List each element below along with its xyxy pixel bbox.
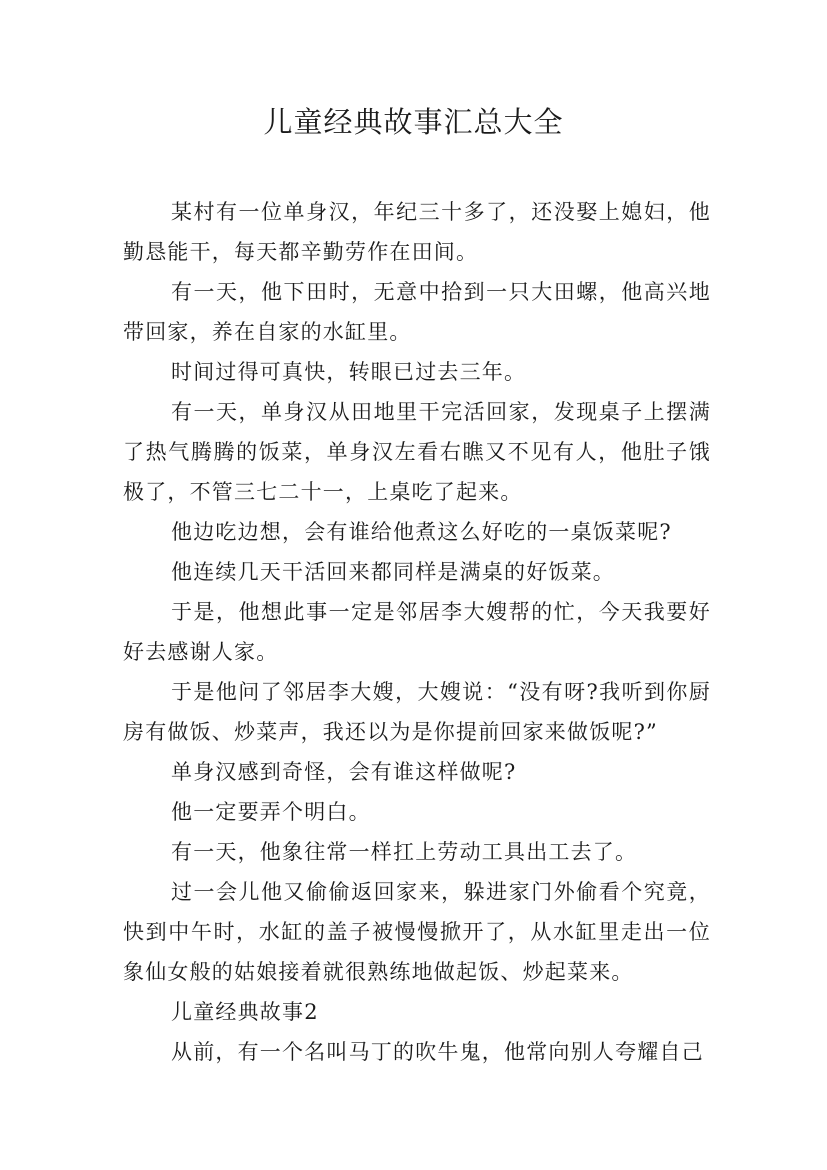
document-title: 儿童经典故事汇总大全	[263, 105, 564, 139]
document-body	[123, 192, 711, 1072]
paragraph-6: 他连续几天干活回来都同样是满桌的好饭菜。	[171, 560, 615, 584]
paragraph-9: 单身汉感到奇怪，会有谁这样做呢?	[171, 760, 517, 784]
paragraph-5: 他边吃边想，会有谁给他煮这么好吃的一桌饭菜呢?	[171, 520, 672, 544]
paragraph-11: 有一天，他象往常一样扛上劳动工具出工去了。	[171, 840, 638, 864]
paragraph-2: 有一天，他下田时，无意中拾到一只大田螺，他高兴地带回家，养在自家的水缸里。	[123, 280, 711, 344]
paragraph-12: 过一会儿他又偷偷返回家来，躲进家门外偷看个究竟，快到中午时，水缸的盖子被慢慢掀开了，从水缸里走出一位象仙女般的姑娘接着就很熟练地做起饭、炒起菜来。	[123, 880, 711, 984]
paragraph-4: 有一天，单身汉从田地里干完活回家，发现桌子上摆满了热气腾腾的饭菜，单身汉左看右瞧又不见有人，他肚子饿极了，不管三七二十一，上桌吃了起来。	[123, 400, 711, 504]
paragraph-13: 从前，有一个名叫马丁的吹牛鬼，他常向别人夸耀自己	[171, 1040, 704, 1064]
paragraph-7: 于是，他想此事一定是邻居李大嫂帮的忙，今天我要好好去感谢人家。	[123, 600, 711, 664]
paragraph-10: 他一定要弄个明白。	[171, 800, 371, 824]
paragraph-8: 于是他问了邻居李大嫂，大嫂说：“没有呀?我听到你厨房有做饭、炒菜声，我还以为是你提前回家来做饭呢?”	[123, 680, 711, 744]
paragraph-3: 时间过得可真快，转眼已过去三年。	[171, 360, 527, 384]
paragraph-1: 某村有一位单身汉，年纪三十多了，还没娶上媳妇，他勤恳能干，每天都辛勤劳作在田间。	[123, 200, 711, 264]
section-heading-story-2: 儿童经典故事2	[171, 1000, 319, 1024]
